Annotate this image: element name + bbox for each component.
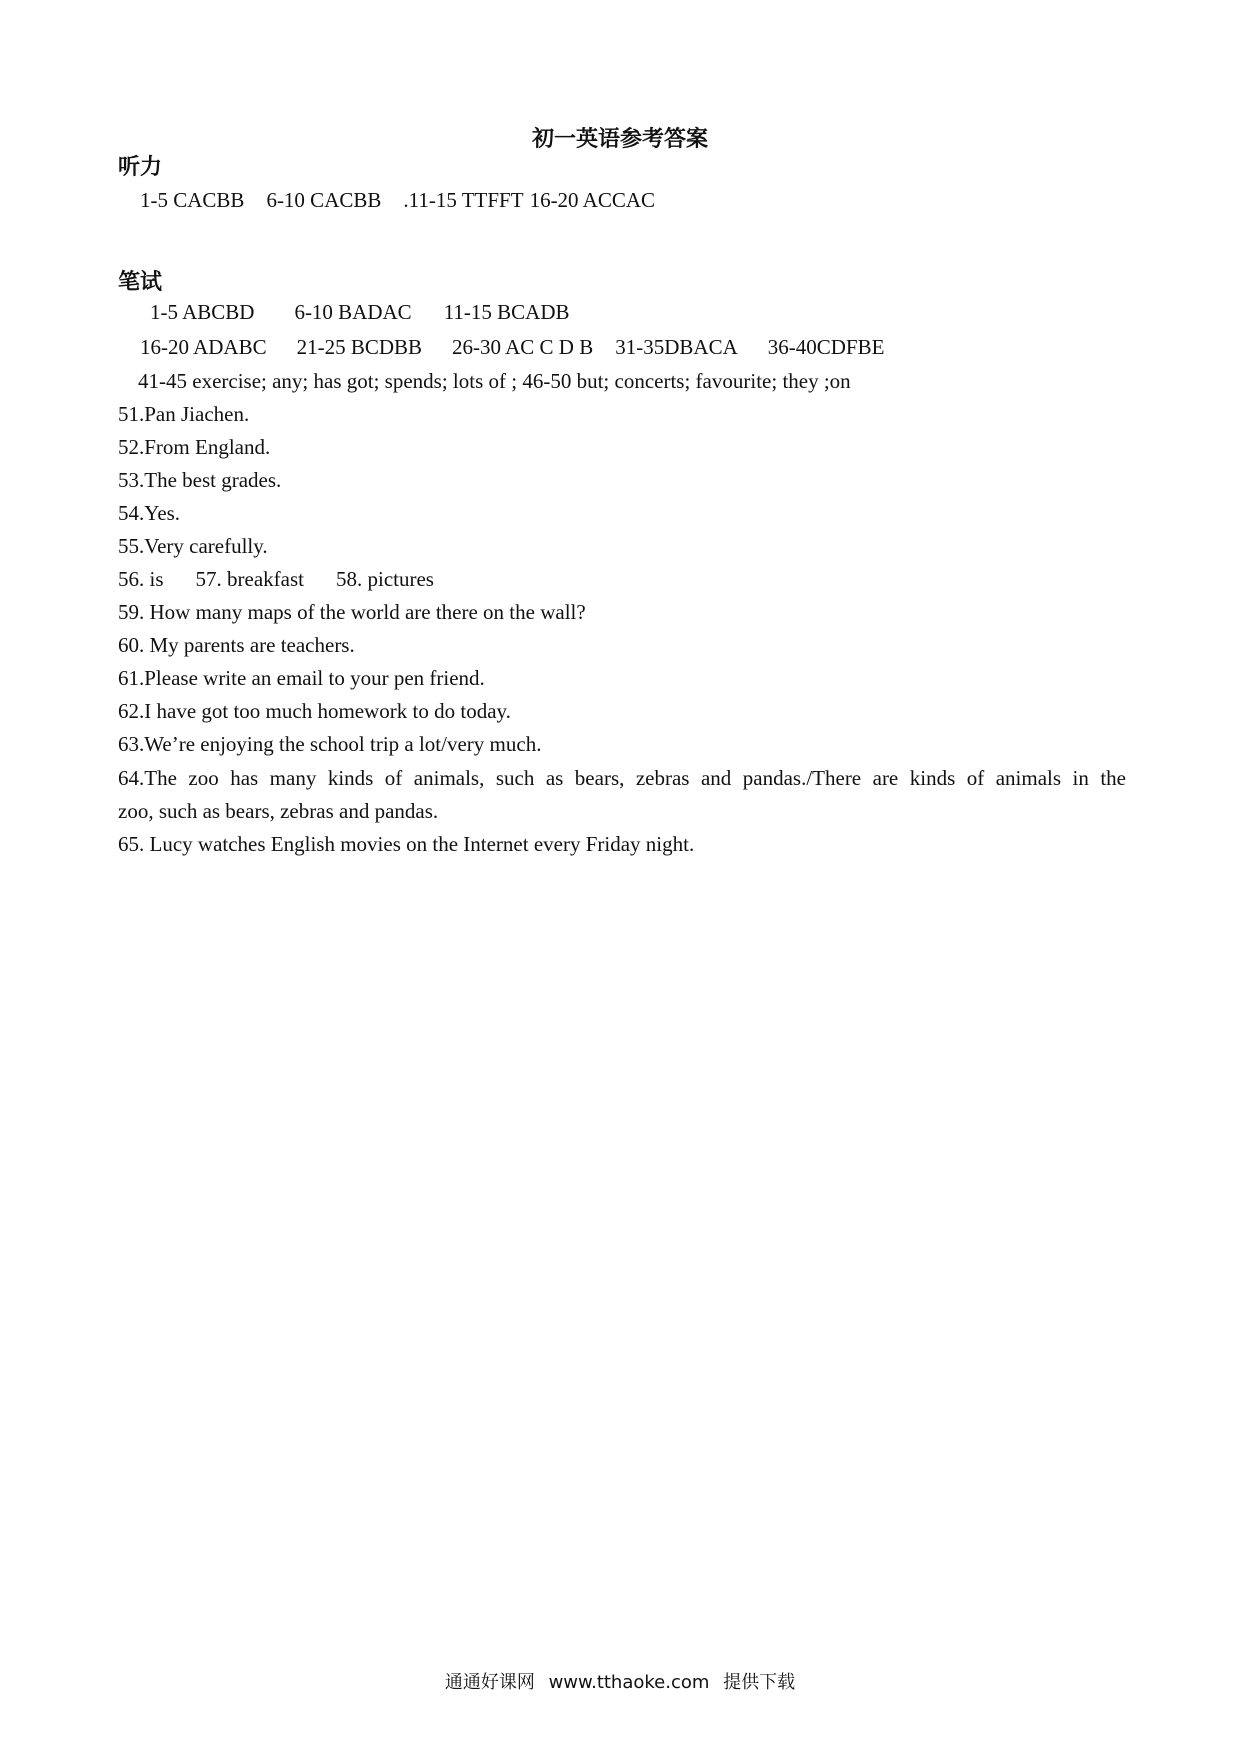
answer-64-line-1: 64.The zoo has many kinds of animals, such as bears, zebras and pandas./There are kinds of animals in the xyxy=(118,766,1126,790)
answer-group: 36-40CDFBE xyxy=(767,335,885,359)
footer-suffix: 提供下载 xyxy=(723,1672,796,1693)
answer-59: 59. How many maps of the world are there on the wall? xyxy=(118,600,586,624)
answer-60: 60. My parents are teachers. xyxy=(118,633,355,657)
answer-group: 11-15 BCADB xyxy=(443,300,570,324)
answer-58: 58. pictures xyxy=(335,567,434,591)
listening-answers-row xyxy=(140,188,655,213)
footer-site-name: 通通好课网 xyxy=(444,1672,535,1693)
answer-group: 6-10 BADAC xyxy=(294,300,412,324)
answer-52: 52.From England. xyxy=(118,435,271,459)
writing-row-2 xyxy=(140,335,884,360)
answer-53: 53.The best grades. xyxy=(118,468,282,492)
answer-group: 1-5 ABCBD xyxy=(150,300,255,324)
footer-url[interactable]: www.tthaoke.com xyxy=(548,1672,710,1693)
answer-57: 57. breakfast xyxy=(195,567,304,591)
answer-64-line-2: zoo, such as bears, zebras and pandas. xyxy=(118,799,439,823)
listening-group: 6-10 CACBB xyxy=(266,188,382,212)
answers-56-58 xyxy=(118,567,434,592)
writing-row-3: 41-45 exercise; any; has got; spends; lots of ; 46-50 but; concerts; favourite; they ;on xyxy=(138,369,851,393)
answer-55: 55.Very carefully. xyxy=(118,534,268,558)
answer-65: 65. Lucy watches English movies on the Internet every Friday night. xyxy=(118,832,695,856)
listening-group: 16-20 ACCAC xyxy=(529,188,655,212)
answer-54: 54.Yes. xyxy=(118,501,181,525)
answer-group: 31-35DBACA xyxy=(615,335,738,359)
answer-62: 62.I have got too much homework to do today. xyxy=(118,699,511,723)
answer-group: 21-25 BCDBB xyxy=(296,335,423,359)
answer-group: 16-20 ADABC xyxy=(140,335,267,359)
answer-56: 56. is xyxy=(118,567,164,591)
answer-61: 61.Please write an email to your pen friend. xyxy=(118,666,485,690)
listening-group: 1-5 CACBB xyxy=(140,188,245,212)
page-title: 初一英语参考答案 xyxy=(531,127,708,152)
listening-group: .11-15 TTFFT xyxy=(403,188,524,212)
listening-heading: 听力 xyxy=(118,155,163,180)
answer-51: 51.Pan Jiachen. xyxy=(118,402,250,426)
writing-row-1 xyxy=(150,300,570,325)
footer xyxy=(0,1668,1240,1694)
answer-63: 63.We’re enjoying the school trip a lot/very much. xyxy=(118,732,542,756)
writing-heading: 笔试 xyxy=(118,270,163,295)
answer-group: 26-30 AC C D B xyxy=(452,335,594,359)
